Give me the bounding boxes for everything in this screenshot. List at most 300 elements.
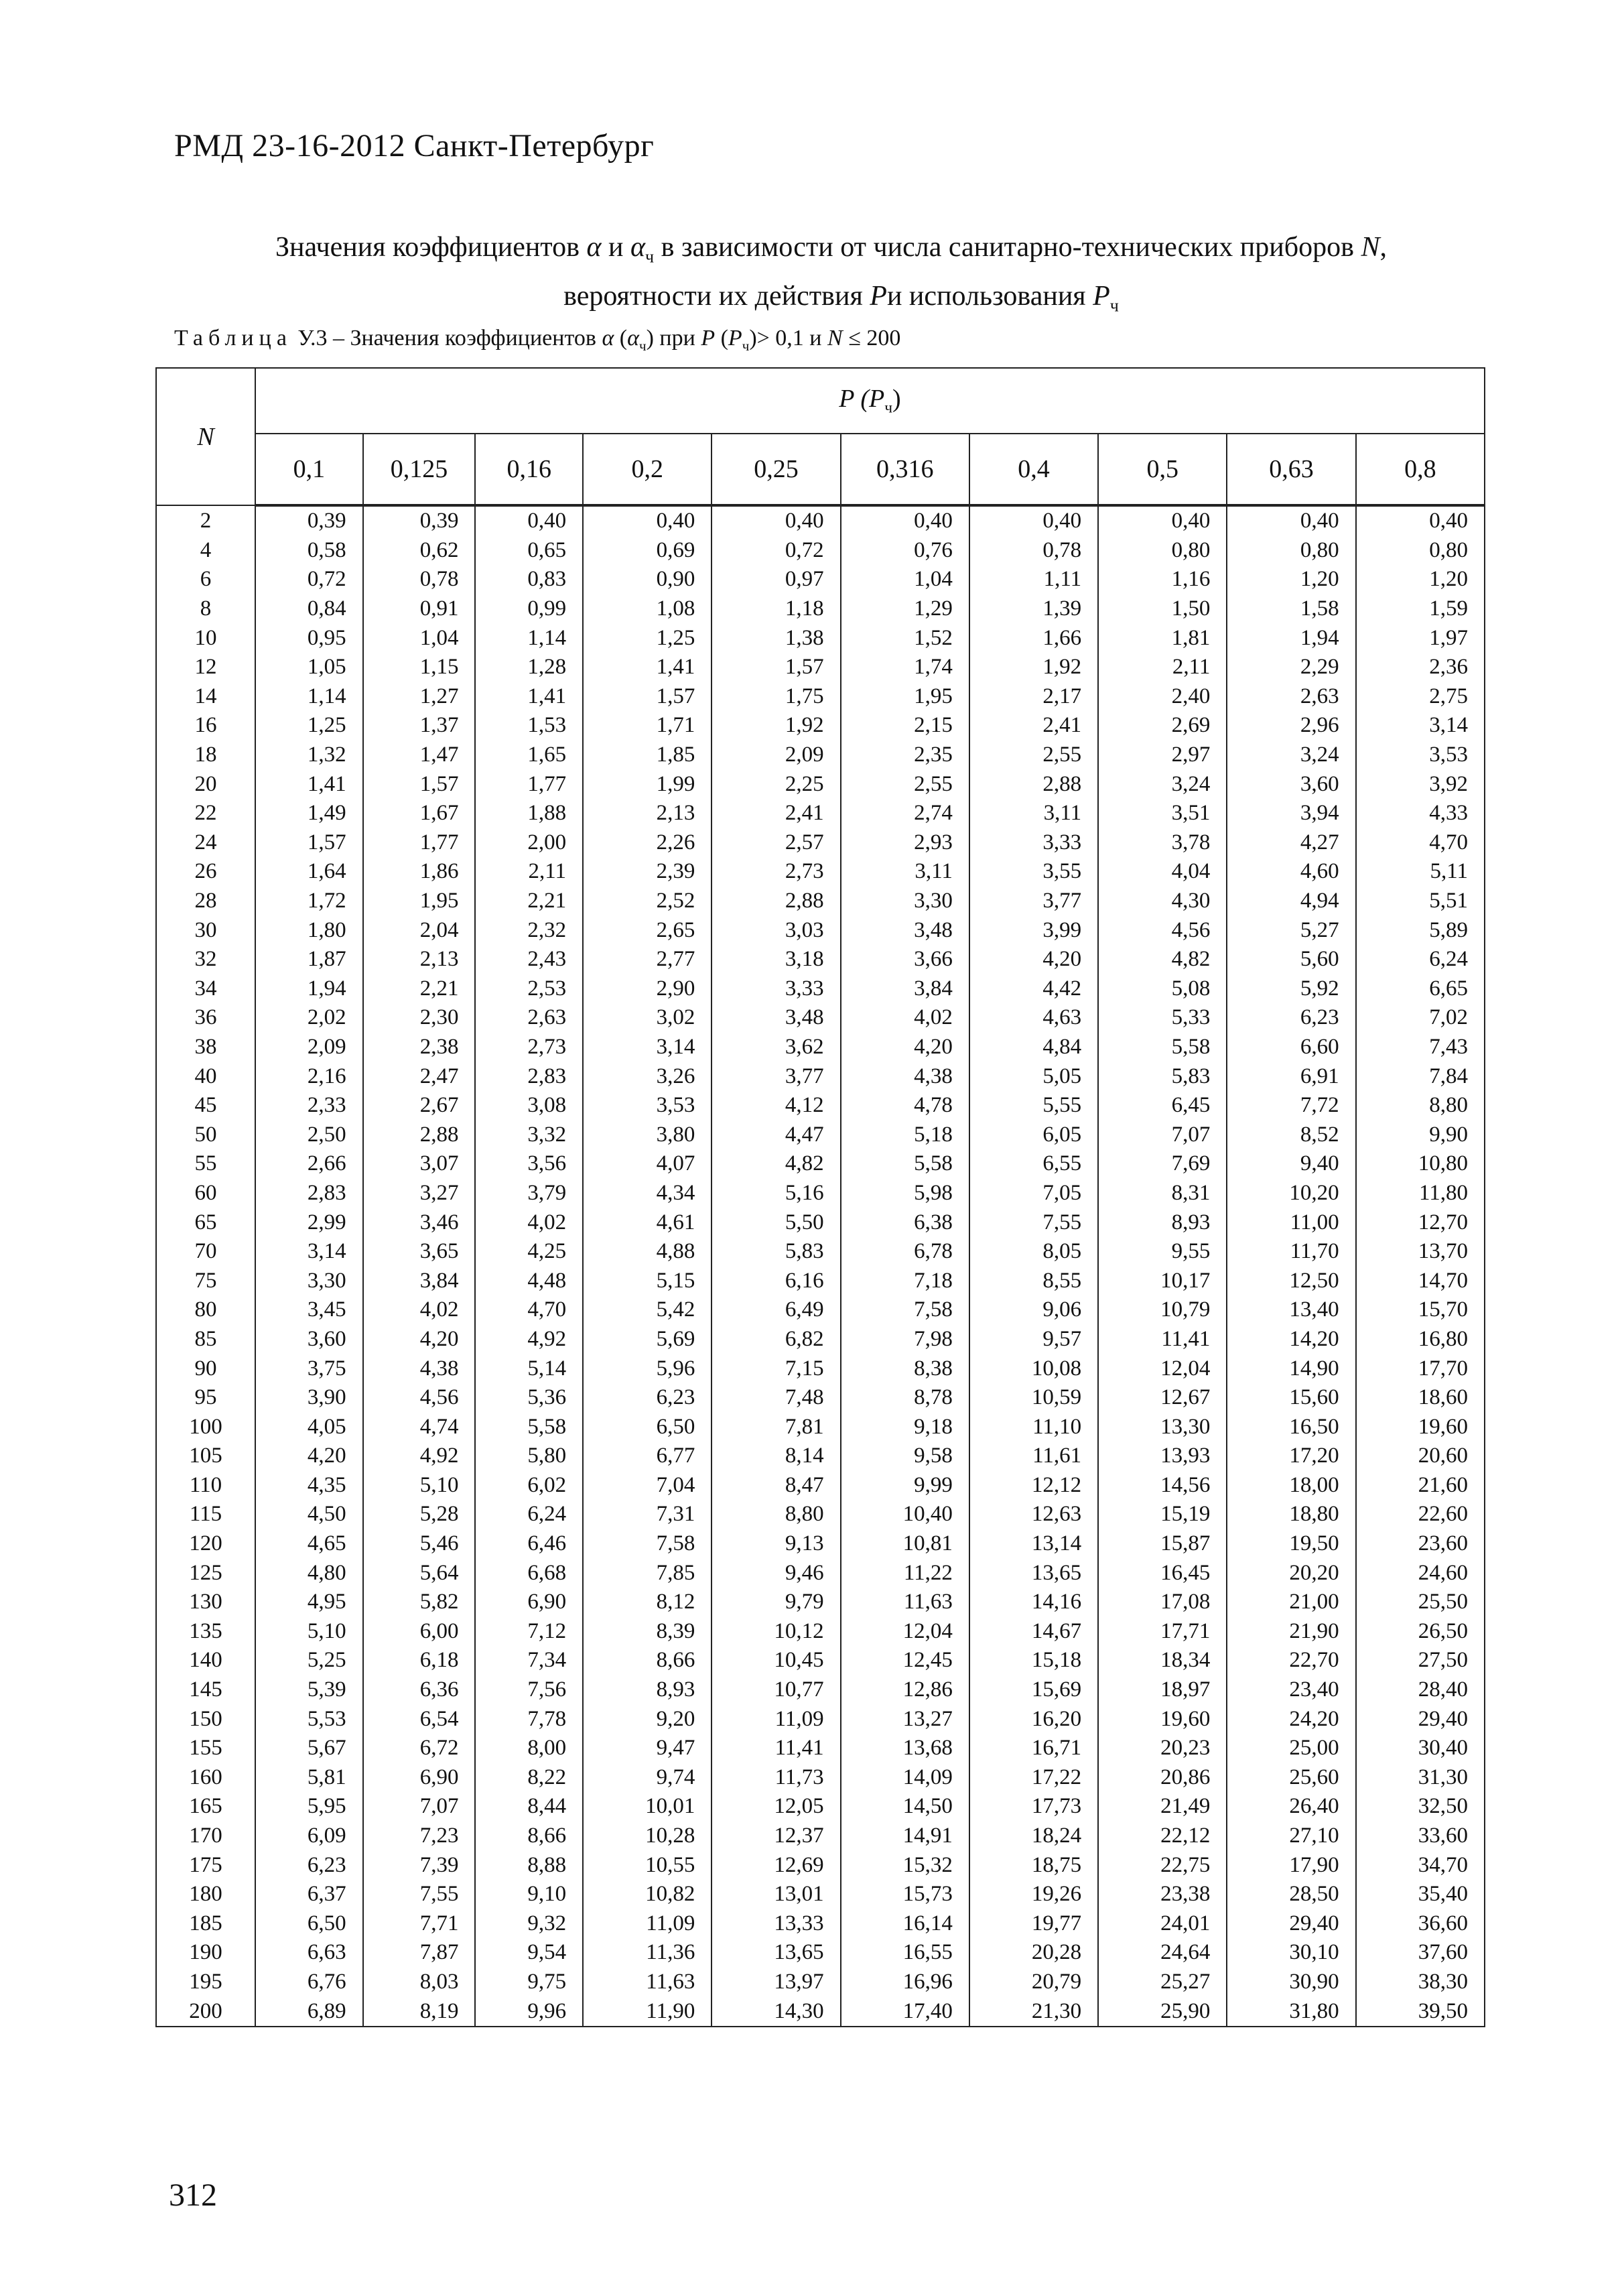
coefficient-cell: 9,79 <box>712 1588 840 1617</box>
coefficient-cell: 7,02 <box>1356 1003 1485 1033</box>
coefficient-cell: 2,43 <box>475 945 583 974</box>
coefficient-cell: 4,47 <box>712 1120 840 1149</box>
coefficient-cell: 10,55 <box>583 1850 712 1880</box>
coefficient-cell: 10,77 <box>712 1675 840 1705</box>
coefficient-cell: 11,70 <box>1227 1237 1355 1267</box>
coefficient-cell: 9,18 <box>841 1412 969 1442</box>
n-cell: 145 <box>156 1675 255 1705</box>
table-row <box>156 594 1485 624</box>
alpha-symbol: α <box>586 232 602 263</box>
coefficient-cell: 1,95 <box>363 887 476 916</box>
coefficient-cell: 22,70 <box>1227 1646 1355 1675</box>
n-cell: 190 <box>156 1938 255 1968</box>
coefficient-cell: 20,20 <box>1227 1558 1355 1588</box>
coefficient-cell: 13,40 <box>1227 1295 1355 1325</box>
coefficient-cell: 10,40 <box>841 1500 969 1529</box>
coefficient-cell: 28,50 <box>1227 1880 1355 1909</box>
coefficient-cell: 8,38 <box>841 1354 969 1383</box>
coefficient-cell: 14,70 <box>1356 1266 1485 1295</box>
coefficient-cell: 4,80 <box>255 1558 363 1588</box>
coefficient-cell: 18,24 <box>969 1822 1098 1851</box>
coefficient-cell: 9,57 <box>969 1325 1098 1354</box>
coefficient-cell: 0,69 <box>583 536 712 566</box>
coefficient-cell: 5,27 <box>1227 915 1355 945</box>
n-cell: 32 <box>156 945 255 974</box>
coefficient-cell: 11,61 <box>969 1442 1098 1471</box>
coefficient-cell: 5,64 <box>363 1558 476 1588</box>
coefficient-cell: 6,76 <box>255 1968 363 1997</box>
coefficient-cell: 6,82 <box>712 1325 840 1354</box>
coefficient-cell: 1,87 <box>255 945 363 974</box>
coefficient-cell: 2,69 <box>1098 711 1227 741</box>
table-row <box>156 1266 1485 1295</box>
coefficient-cell: 4,02 <box>363 1295 476 1325</box>
coefficient-cell: 1,04 <box>841 565 969 594</box>
table-row <box>156 1471 1485 1501</box>
table-row <box>156 1529 1485 1559</box>
n-cell: 60 <box>156 1179 255 1208</box>
coefficient-cell: 10,08 <box>969 1354 1098 1383</box>
coefficient-cell: 1,14 <box>475 623 583 653</box>
coefficient-cell: 7,05 <box>969 1179 1098 1208</box>
coefficient-cell: 10,28 <box>583 1822 712 1851</box>
coefficient-cell: 17,90 <box>1227 1850 1355 1880</box>
coefficient-cell: 0,62 <box>363 536 476 566</box>
table-row <box>156 1646 1485 1675</box>
coefficient-cell: 3,51 <box>1098 799 1227 828</box>
coefficient-cell: 1,71 <box>583 711 712 741</box>
coefficient-cell: 19,60 <box>1098 1704 1227 1734</box>
table-header-row <box>156 368 1485 434</box>
table-row <box>156 1500 1485 1529</box>
coefficient-cell: 13,14 <box>969 1529 1098 1559</box>
coefficient-cell: 4,38 <box>363 1354 476 1383</box>
coefficient-cell: 5,46 <box>363 1529 476 1559</box>
coefficient-cell: 22,60 <box>1356 1500 1485 1529</box>
n-cell: 85 <box>156 1325 255 1354</box>
coefficient-cell: 6,68 <box>475 1558 583 1588</box>
coefficient-cell: 2,17 <box>969 682 1098 712</box>
coefficient-cell: 9,32 <box>475 1909 583 1939</box>
coefficient-cell: 13,93 <box>1098 1442 1227 1471</box>
table-row <box>156 1588 1485 1617</box>
p-column-header: 0,1 <box>255 434 363 505</box>
coefficient-cell: 3,30 <box>255 1266 363 1295</box>
coefficient-cell: 11,41 <box>712 1734 840 1763</box>
coefficient-cell: 10,80 <box>1356 1149 1485 1179</box>
coefficient-cell: 9,06 <box>969 1295 1098 1325</box>
coefficient-cell: 3,62 <box>712 1033 840 1062</box>
table-row <box>156 945 1485 974</box>
n-cell: 8 <box>156 594 255 624</box>
coefficient-cell: 4,84 <box>969 1033 1098 1062</box>
coefficient-cell: 13,68 <box>841 1734 969 1763</box>
coefficient-cell: 4,82 <box>1098 945 1227 974</box>
coefficient-cell: 6,24 <box>475 1500 583 1529</box>
coefficient-cell: 1,20 <box>1356 565 1485 594</box>
coefficient-cell: 2,41 <box>969 711 1098 741</box>
coefficient-cell: 1,15 <box>363 653 476 682</box>
coefficient-cell: 5,08 <box>1098 974 1227 1004</box>
coefficient-cell: 2,88 <box>363 1120 476 1149</box>
coefficient-cell: 1,94 <box>1227 623 1355 653</box>
coefficient-cell: 1,94 <box>255 974 363 1004</box>
coefficient-cell: 7,56 <box>475 1675 583 1705</box>
coefficient-cell: 14,30 <box>712 1996 840 2027</box>
table-row <box>156 1558 1485 1588</box>
coefficient-cell: 8,31 <box>1098 1179 1227 1208</box>
table-row <box>156 1383 1485 1413</box>
coefficient-cell: 0,39 <box>255 505 363 536</box>
coefficient-cell: 3,65 <box>363 1237 476 1267</box>
coefficient-cell: 13,70 <box>1356 1237 1485 1267</box>
coefficient-cell: 4,92 <box>363 1442 476 1471</box>
coefficient-cell: 13,27 <box>841 1704 969 1734</box>
coefficient-cell: 4,25 <box>475 1237 583 1267</box>
coefficient-cell: 5,05 <box>969 1062 1098 1091</box>
coefficient-cell: 11,09 <box>712 1704 840 1734</box>
coefficient-cell: 30,90 <box>1227 1968 1355 1997</box>
coefficient-cell: 21,30 <box>969 1996 1098 2027</box>
coefficient-cell: 15,19 <box>1098 1500 1227 1529</box>
coefficient-cell: 2,13 <box>363 945 476 974</box>
coefficient-cell: 14,67 <box>969 1617 1098 1647</box>
coefficient-cell: 13,33 <box>712 1909 840 1939</box>
n-cell: 150 <box>156 1704 255 1734</box>
coefficient-cell: 20,60 <box>1356 1442 1485 1471</box>
coefficient-cell: 11,00 <box>1227 1208 1355 1237</box>
coefficient-cell: 2,52 <box>583 887 712 916</box>
coefficient-cell: 21,90 <box>1227 1617 1355 1647</box>
coefficient-cell: 3,55 <box>969 857 1098 887</box>
coefficient-cell: 6,55 <box>969 1149 1098 1179</box>
coefficient-cell: 3,33 <box>969 828 1098 858</box>
table-row <box>156 623 1485 653</box>
coefficient-cell: 20,79 <box>969 1968 1098 1997</box>
coefficient-cell: 0,72 <box>712 536 840 566</box>
n-cell: 22 <box>156 799 255 828</box>
coefficient-cell: 0,40 <box>583 505 712 536</box>
coefficient-cell: 6,65 <box>1356 974 1485 1004</box>
coefficient-cell: 27,10 <box>1227 1822 1355 1851</box>
coefficient-cell: 13,65 <box>712 1938 840 1968</box>
coefficient-cell: 10,17 <box>1098 1266 1227 1295</box>
coefficient-cell: 6,09 <box>255 1822 363 1851</box>
coefficient-cell: 16,96 <box>841 1968 969 1997</box>
coefficient-cell: 10,81 <box>841 1529 969 1559</box>
coefficient-cell: 0,40 <box>1098 505 1227 536</box>
coefficient-cell: 21,00 <box>1227 1588 1355 1617</box>
table-row <box>156 565 1485 594</box>
coefficient-cell: 14,50 <box>841 1792 969 1822</box>
p-column-header: 0,25 <box>712 434 840 505</box>
coefficient-cell: 16,55 <box>841 1938 969 1968</box>
coefficient-cell: 9,46 <box>712 1558 840 1588</box>
coefficient-cell: 3,56 <box>475 1149 583 1179</box>
coefficient-cell: 5,25 <box>255 1646 363 1675</box>
coefficient-cell: 1,99 <box>583 769 712 799</box>
coefficient-cell: 17,73 <box>969 1792 1098 1822</box>
coefficient-cell: 5,81 <box>255 1763 363 1793</box>
coefficient-cell: 4,56 <box>363 1383 476 1413</box>
table-row <box>156 1968 1485 1997</box>
table-row <box>156 828 1485 858</box>
coefficient-table <box>155 367 1485 2027</box>
p-values-header-row <box>156 434 1485 505</box>
coefficient-cell: 3,94 <box>1227 799 1355 828</box>
coefficient-cell: 17,71 <box>1098 1617 1227 1647</box>
coefficient-cell: 3,24 <box>1098 769 1227 799</box>
coefficient-cell: 4,78 <box>841 1091 969 1121</box>
coefficient-cell: 1,57 <box>255 828 363 858</box>
coefficient-cell: 2,33 <box>255 1091 363 1121</box>
coefficient-cell: 2,99 <box>255 1208 363 1237</box>
coefficient-cell: 17,22 <box>969 1763 1098 1793</box>
coefficient-cell: 10,01 <box>583 1792 712 1822</box>
coefficient-cell: 2,16 <box>255 1062 363 1091</box>
coefficient-cell: 2,26 <box>583 828 712 858</box>
n-cell: 120 <box>156 1529 255 1559</box>
coefficient-cell: 7,48 <box>712 1383 840 1413</box>
coefficient-cell: 11,22 <box>841 1558 969 1588</box>
coefficient-cell: 2,88 <box>712 887 840 916</box>
coefficient-cell: 1,57 <box>583 682 712 712</box>
coefficient-cell: 8,12 <box>583 1588 712 1617</box>
coefficient-cell: 15,87 <box>1098 1529 1227 1559</box>
coefficient-cell: 6,49 <box>712 1295 840 1325</box>
table-row <box>156 1909 1485 1939</box>
coefficient-cell: 28,40 <box>1356 1675 1485 1705</box>
coefficient-cell: 8,47 <box>712 1471 840 1501</box>
coefficient-cell: 8,88 <box>475 1850 583 1880</box>
p-group-header: P $(P_ч)$ <box>255 368 1485 434</box>
coefficient-cell: 4,92 <box>475 1325 583 1354</box>
coefficient-cell: 14,90 <box>1227 1354 1355 1383</box>
coefficient-cell: 14,56 <box>1098 1471 1227 1501</box>
p-symbol: P <box>870 281 887 312</box>
coefficient-cell: 1,74 <box>841 653 969 682</box>
coefficient-cell: 5,92 <box>1227 974 1355 1004</box>
coefficient-cell: 11,36 <box>583 1938 712 1968</box>
coefficient-cell: 8,22 <box>475 1763 583 1793</box>
coefficient-cell: 5,80 <box>475 1442 583 1471</box>
coefficient-cell: 14,20 <box>1227 1325 1355 1354</box>
n-cell: 6 <box>156 565 255 594</box>
coefficient-cell: 16,45 <box>1098 1558 1227 1588</box>
coefficient-cell: 6,46 <box>475 1529 583 1559</box>
coefficient-cell: 4,20 <box>969 945 1098 974</box>
coefficient-cell: 15,18 <box>969 1646 1098 1675</box>
coefficient-cell: 18,00 <box>1227 1471 1355 1501</box>
table-row <box>156 1354 1485 1383</box>
coefficient-cell: 0,99 <box>475 594 583 624</box>
coefficient-cell: 1,53 <box>475 711 583 741</box>
coefficient-cell: 4,20 <box>841 1033 969 1062</box>
coefficient-cell: 25,00 <box>1227 1734 1355 1763</box>
coefficient-cell: 6,23 <box>583 1383 712 1413</box>
coefficient-cell: 5,83 <box>712 1237 840 1267</box>
pch-symbol: P <box>1093 281 1110 312</box>
coefficient-cell: 2,32 <box>475 915 583 945</box>
coefficient-cell: 5,28 <box>363 1500 476 1529</box>
coefficient-cell: 10,12 <box>712 1617 840 1647</box>
n-symbol: N <box>1361 232 1380 263</box>
coefficient-cell: 25,50 <box>1356 1588 1485 1617</box>
coefficient-cell: 1,41 <box>583 653 712 682</box>
coefficient-cell: 19,26 <box>969 1880 1098 1909</box>
coefficient-cell: 18,80 <box>1227 1500 1355 1529</box>
coefficient-cell: 0,80 <box>1227 536 1355 566</box>
coefficient-cell: 31,30 <box>1356 1763 1485 1793</box>
coefficient-cell: 17,40 <box>841 1996 969 2027</box>
coefficient-cell: 1,58 <box>1227 594 1355 624</box>
coefficient-cell: 2,55 <box>841 769 969 799</box>
coefficient-cell: 1,59 <box>1356 594 1485 624</box>
coefficient-cell: 1,25 <box>255 711 363 741</box>
coefficient-cell: 11,41 <box>1098 1325 1227 1354</box>
coefficient-cell: 25,27 <box>1098 1968 1227 1997</box>
coefficient-cell: 1,65 <box>475 741 583 770</box>
coefficient-cell: 11,09 <box>583 1909 712 1939</box>
coefficient-cell: 18,60 <box>1356 1383 1485 1413</box>
coefficient-cell: 8,80 <box>712 1500 840 1529</box>
coefficient-cell: 1,80 <box>255 915 363 945</box>
coefficient-cell: 1,18 <box>712 594 840 624</box>
coefficient-cell: 1,92 <box>712 711 840 741</box>
coefficient-cell: 8,52 <box>1227 1120 1355 1149</box>
coefficient-cell: 8,00 <box>475 1734 583 1763</box>
coefficient-cell: 8,80 <box>1356 1091 1485 1121</box>
coefficient-cell: 5,89 <box>1356 915 1485 945</box>
coefficient-cell: 0,80 <box>1098 536 1227 566</box>
coefficient-cell: 1,32 <box>255 741 363 770</box>
coefficient-cell: 1,95 <box>841 682 969 712</box>
coefficient-cell: 0,65 <box>475 536 583 566</box>
coefficient-cell: 4,56 <box>1098 915 1227 945</box>
coefficient-cell: 3,80 <box>583 1120 712 1149</box>
coefficient-cell: 5,55 <box>969 1091 1098 1121</box>
coefficient-cell: 8,66 <box>475 1822 583 1851</box>
coefficient-cell: 0,40 <box>1227 505 1355 536</box>
coefficient-cell: 26,50 <box>1356 1617 1485 1647</box>
coefficient-cell: 1,11 <box>969 565 1098 594</box>
coefficient-cell: 7,34 <box>475 1646 583 1675</box>
n-cell: 160 <box>156 1763 255 1793</box>
coefficient-cell: 2,21 <box>363 974 476 1004</box>
coefficient-cell: 1,25 <box>583 623 712 653</box>
coefficient-cell: 7,55 <box>969 1208 1098 1237</box>
coefficient-cell: 5,60 <box>1227 945 1355 974</box>
coefficient-cell: 2,36 <box>1356 653 1485 682</box>
coefficient-cell: 4,42 <box>969 974 1098 1004</box>
n-cell: 110 <box>156 1471 255 1501</box>
coefficient-cell: 22,12 <box>1098 1822 1227 1851</box>
coefficient-cell: 24,20 <box>1227 1704 1355 1734</box>
coefficient-cell: 3,60 <box>255 1325 363 1354</box>
coefficient-cell: 4,02 <box>475 1208 583 1237</box>
coefficient-cell: 1,77 <box>475 769 583 799</box>
coefficient-cell: 5,98 <box>841 1179 969 1208</box>
table-row <box>156 1704 1485 1734</box>
coefficient-cell: 0,76 <box>841 536 969 566</box>
coefficient-cell: 8,19 <box>363 1996 476 2027</box>
coefficient-cell: 3,08 <box>475 1091 583 1121</box>
coefficient-cell: 7,23 <box>363 1822 476 1851</box>
table-row <box>156 1880 1485 1909</box>
table-row <box>156 1295 1485 1325</box>
coefficient-cell: 7,58 <box>841 1295 969 1325</box>
coefficient-cell: 5,33 <box>1098 1003 1227 1033</box>
coefficient-cell: 17,70 <box>1356 1354 1485 1383</box>
n-cell: 45 <box>156 1091 255 1121</box>
coefficient-cell: 19,50 <box>1227 1529 1355 1559</box>
coefficient-cell: 5,69 <box>583 1325 712 1354</box>
coefficient-cell: 1,81 <box>1098 623 1227 653</box>
coefficient-cell: 2,00 <box>475 828 583 858</box>
coefficient-cell: 2,77 <box>583 945 712 974</box>
coefficient-cell: 34,70 <box>1356 1850 1485 1880</box>
coefficient-cell: 6,23 <box>1227 1003 1355 1033</box>
coefficient-cell: 13,65 <box>969 1558 1098 1588</box>
running-header: РМД 23-16-2012 Санкт-Петербург <box>174 128 655 164</box>
coefficient-cell: 19,77 <box>969 1909 1098 1939</box>
coefficient-cell: 6,90 <box>363 1763 476 1793</box>
coefficient-cell: 11,63 <box>841 1588 969 1617</box>
coefficient-cell: 2,75 <box>1356 682 1485 712</box>
coefficient-cell: 25,90 <box>1098 1996 1227 2027</box>
coefficient-cell: 4,60 <box>1227 857 1355 887</box>
coefficient-cell: 27,50 <box>1356 1646 1485 1675</box>
p-column-header: 0,8 <box>1356 434 1485 505</box>
coefficient-cell: 3,90 <box>255 1383 363 1413</box>
n-cell: 115 <box>156 1500 255 1529</box>
coefficient-cell: 5,58 <box>841 1149 969 1179</box>
coefficient-cell: 5,14 <box>475 1354 583 1383</box>
table-title-line-1: Значения коэффициентов α и $\alpha_ч$ в зависимости от числа санитарно-технических приборов N, <box>275 232 1387 267</box>
coefficient-cell: 3,60 <box>1227 769 1355 799</box>
table-row <box>156 682 1485 712</box>
coefficient-cell: 2,41 <box>712 799 840 828</box>
coefficient-cell: 12,12 <box>969 1471 1098 1501</box>
coefficient-cell: 11,90 <box>583 1996 712 2027</box>
coefficient-cell: 2,66 <box>255 1149 363 1179</box>
coefficient-cell: 8,93 <box>1098 1208 1227 1237</box>
coefficient-cell: 3,18 <box>712 945 840 974</box>
coefficient-cell: 6,54 <box>363 1704 476 1734</box>
coefficient-cell: 3,11 <box>841 857 969 887</box>
coefficient-cell: 7,07 <box>1098 1120 1227 1149</box>
n-cell: 14 <box>156 682 255 712</box>
table-row <box>156 536 1485 566</box>
coefficient-cell: 1,49 <box>255 799 363 828</box>
coefficient-cell: 20,86 <box>1098 1763 1227 1793</box>
coefficient-cell: 12,69 <box>712 1850 840 1880</box>
n-cell: 18 <box>156 741 255 770</box>
coefficient-cell: 4,20 <box>255 1442 363 1471</box>
coefficient-cell: 7,72 <box>1227 1091 1355 1121</box>
coefficient-cell: 3,92 <box>1356 769 1485 799</box>
coefficient-cell: 9,40 <box>1227 1149 1355 1179</box>
coefficient-cell: 0,39 <box>363 505 476 536</box>
coefficient-cell: 6,91 <box>1227 1062 1355 1091</box>
coefficient-cell: 9,96 <box>475 1996 583 2027</box>
coefficient-cell: 3,48 <box>841 915 969 945</box>
coefficient-cell: 2,83 <box>475 1062 583 1091</box>
coefficient-cell: 2,39 <box>583 857 712 887</box>
coefficient-cell: 24,01 <box>1098 1909 1227 1939</box>
coefficient-cell: 8,78 <box>841 1383 969 1413</box>
coefficient-cell: 1,41 <box>255 769 363 799</box>
